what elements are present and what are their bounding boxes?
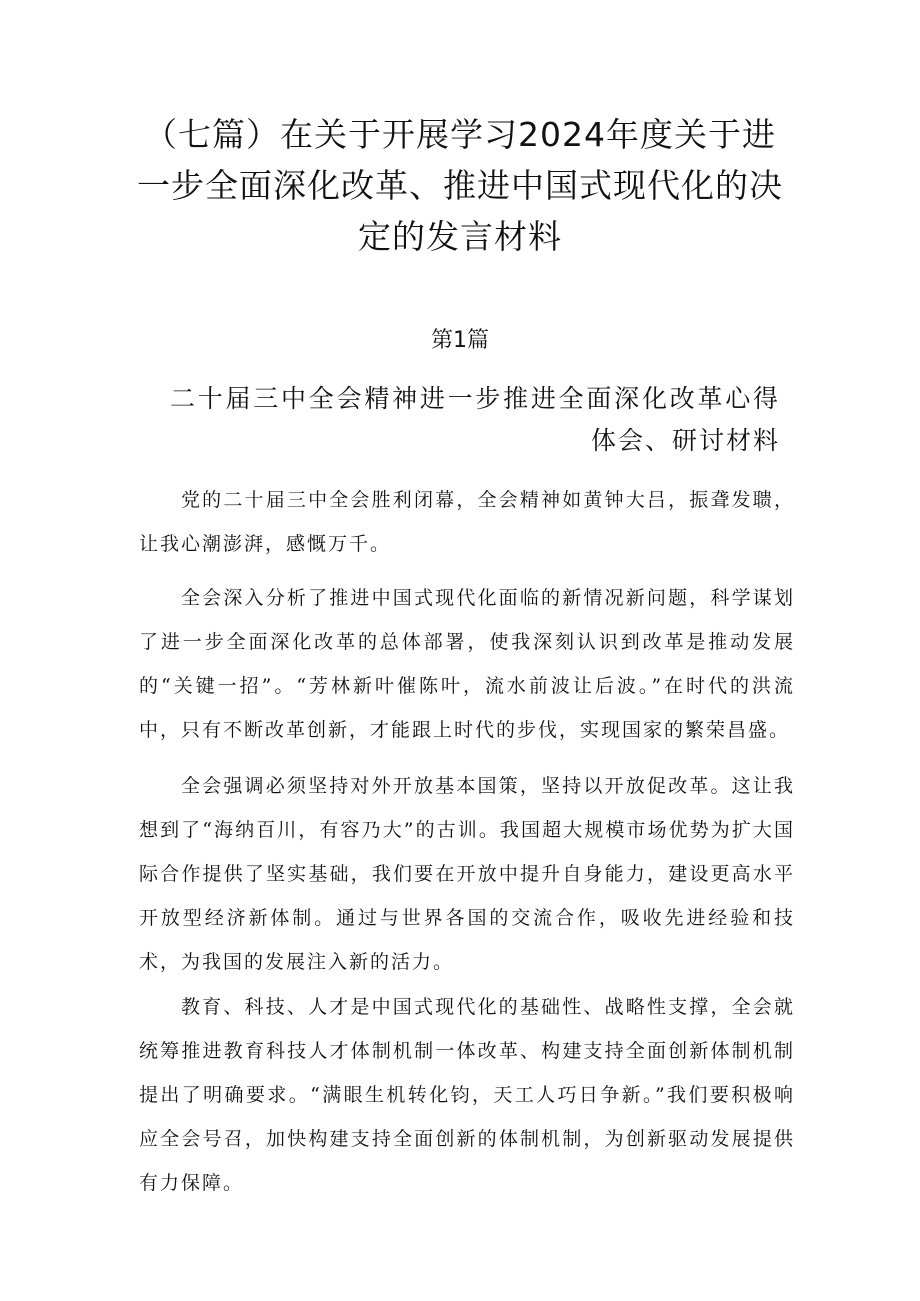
body-paragraph: 党的二十届三中全会胜利闭幕，全会精神如黄钟大吕，振聋发聩，让我心潮澎湃，感慨万千。	[139, 489, 795, 555]
section-title: 二十届三中全会精神进一步推进全面深化改革心得体会、研讨材料	[170, 384, 780, 455]
body-paragraph: 全会强调必须坚持对外开放基本国策，坚持以开放促改革。这让我想到了“海纳百川，有容乃大”的古训。我国超大规模市场优势为扩大国际合作提供了坚实基础，我们要在开放中提升自身能力，建设更高水平开放型经济新体制。通过与世界各国的交流合作，吸收先进经验和技术，为我国的发展注入新的活力。	[139, 775, 795, 973]
body-paragraph: 全会深入分析了推进中国式现代化面临的新情况新问题，科学谋划了进一步全面深化改革的总体部署，使我深刻认识到改革是推动发展的“关键一招”。“芳林新叶催陈叶，流水前波让后波。”在时代的洪流中，只有不断改革创新，才能跟上时代的步伐，实现国家的繁荣昌盛。	[139, 587, 795, 741]
body-paragraph: 教育、科技、人才是中国式现代化的基础性、战略性支撑，全会就统筹推进教育科技人才体制机制一体改革、构建支持全面创新体制机制提出了明确要求。“满眼生机转化钧，天工人巧日争新。”我们要积极响应全会号召，加快构建支持全面创新的体制机制，为创新驱动发展提供有力保障。	[139, 996, 795, 1194]
section-label: 第1篇	[431, 328, 489, 353]
document-title: （七篇）在关于开展学习2024年度关于进一步全面深化改革、推进中国式现代化的决定的发言材料	[137, 115, 783, 256]
